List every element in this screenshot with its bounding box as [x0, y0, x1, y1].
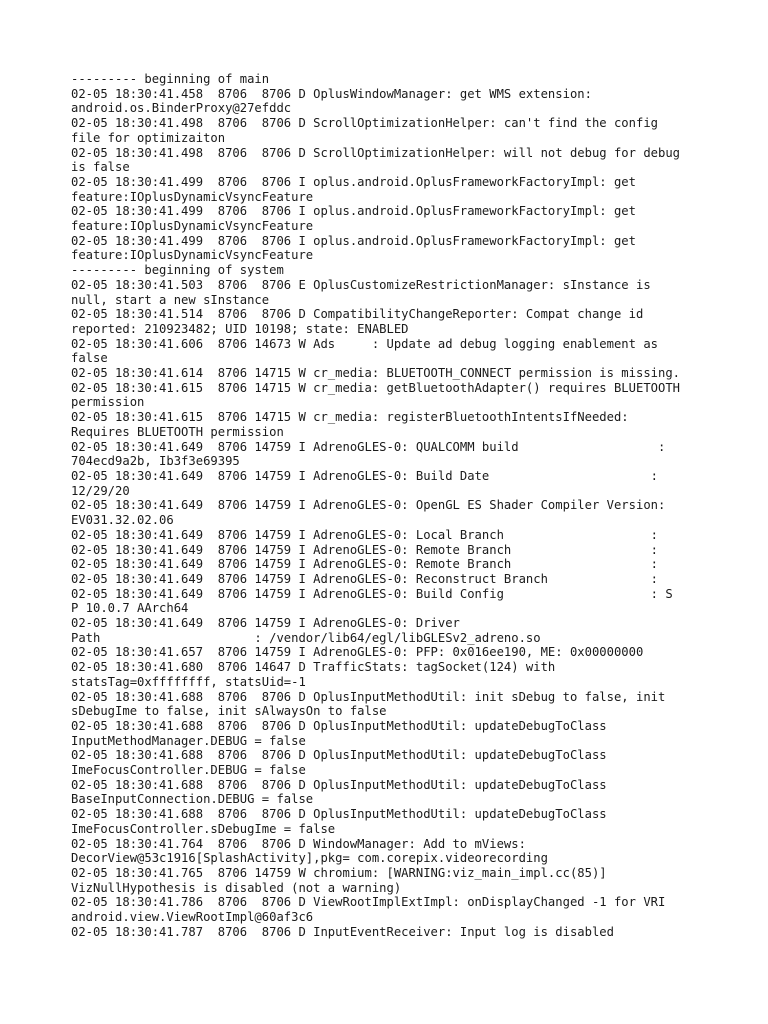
log-line: 02-05 18:30:41.498 8706 8706 D ScrollOptimizationHelper: can't find the config: [71, 116, 658, 131]
log-line: DecorView@53c1916[SplashActivity],pkg= com.corepix.videorecording: [71, 851, 548, 866]
log-line: 704ecd9a2b, Ib3f3e69395: [71, 454, 240, 469]
log-line: 02-05 18:30:41.649 8706 14759 I AdrenoGLES-0: Build Config : S: [71, 586, 673, 601]
log-line: 02-05 18:30:41.765 8706 14759 W chromium: [WARNING:viz_main_impl.cc(85)]: [71, 865, 607, 880]
log-line: 02-05 18:30:41.514 8706 8706 D CompatibilityChangeReporter: Compat change id: [71, 307, 644, 322]
log-line: VizNullHypothesis is disabled (not a warning): [71, 880, 402, 895]
log-line: 02-05 18:30:41.458 8706 8706 D OplusWindowManager: get WMS extension:: [71, 86, 592, 101]
log-line: 02-05 18:30:41.688 8706 8706 D OplusInputMethodUtil: init sDebug to false, init: [71, 689, 666, 704]
log-line: null, start a new sInstance: [71, 292, 270, 307]
log-line: 02-05 18:30:41.680 8706 14647 D TrafficStats: tagSocket(124) with: [71, 660, 556, 675]
log-line: --------- beginning of system: [71, 263, 284, 278]
log-line: 02-05 18:30:41.688 8706 8706 D OplusInputMethodUtil: updateDebugToClass: [71, 748, 607, 763]
log-line: InputMethodManager.DEBUG = false: [71, 733, 306, 748]
log-line: 12/29/20: [71, 483, 130, 498]
log-line: reported: 210923482; UID 10198; state: ENABLED: [71, 321, 409, 336]
log-line: 02-05 18:30:41.499 8706 8706 I oplus.android.OplusFrameworkFactoryImpl: get: [71, 174, 636, 189]
log-line: 02-05 18:30:41.688 8706 8706 D OplusInputMethodUtil: updateDebugToClass: [71, 807, 607, 822]
log-line: 02-05 18:30:41.649 8706 14759 I AdrenoGLES-0: Reconstruct Branch :: [71, 571, 658, 586]
log-line: android.os.BinderProxy@27efddc: [71, 101, 292, 116]
log-line: 02-05 18:30:41.649 8706 14759 I AdrenoGLES-0: Remote Branch :: [71, 542, 658, 557]
log-line: EV031.32.02.06: [71, 513, 174, 528]
log-line: 02-05 18:30:41.764 8706 8706 D WindowManager: Add to mViews:: [71, 836, 526, 851]
log-line: 02-05 18:30:41.499 8706 8706 I oplus.android.OplusFrameworkFactoryImpl: get: [71, 204, 636, 219]
log-line: 02-05 18:30:41.787 8706 8706 D InputEventReceiver: Input log is disabled: [71, 924, 614, 939]
log-document: [71, 72, 721, 939]
log-line: permission: [71, 395, 145, 410]
log-line: 02-05 18:30:41.649 8706 14759 I AdrenoGLES-0: Build Date :: [71, 468, 658, 483]
log-line: ImeFocusController.DEBUG = false: [71, 763, 306, 778]
log-line: --------- beginning of main: [71, 72, 270, 86]
log-line: file for optimizaiton: [71, 130, 226, 145]
log-line: 02-05 18:30:41.649 8706 14759 I AdrenoGLES-0: QUALCOMM build :: [71, 439, 666, 454]
log-line: 02-05 18:30:41.688 8706 8706 D OplusInputMethodUtil: updateDebugToClass: [71, 777, 607, 792]
log-line: BaseInputConnection.DEBUG = false: [71, 792, 314, 807]
log-line: sDebugIme to false, init sAlwaysOn to false: [71, 704, 387, 719]
log-line: false: [71, 351, 108, 366]
log-line: 02-05 18:30:41.688 8706 8706 D OplusInputMethodUtil: updateDebugToClass: [71, 718, 607, 733]
log-line: Requires BLUETOOTH permission: [71, 424, 284, 439]
log-line: 02-05 18:30:41.649 8706 14759 I AdrenoGLES-0: Local Branch :: [71, 527, 658, 542]
log-line: 02-05 18:30:41.614 8706 14715 W cr_media: BLUETOOTH_CONNECT permission is missing.: [71, 366, 681, 381]
log-line: feature:IOplusDynamicVsyncFeature: [71, 248, 314, 263]
log-line: 02-05 18:30:41.615 8706 14715 W cr_media: registerBluetoothIntentsIfNeeded:: [71, 410, 629, 425]
log-line: 02-05 18:30:41.649 8706 14759 I AdrenoGLES-0: Driver: [71, 616, 460, 631]
log-line: feature:IOplusDynamicVsyncFeature: [71, 189, 314, 204]
log-line: P 10.0.7 AArch64: [71, 601, 189, 616]
log-line: 02-05 18:30:41.615 8706 14715 W cr_media: getBluetoothAdapter() requires BLUETOOTH: [71, 380, 681, 395]
log-line: ImeFocusController.sDebugIme = false: [71, 821, 336, 836]
log-line: 02-05 18:30:41.649 8706 14759 I AdrenoGLES-0: Remote Branch :: [71, 557, 658, 572]
log-line: statsTag=0xffffffff, statsUid=-1: [71, 674, 306, 689]
log-line: 02-05 18:30:41.649 8706 14759 I AdrenoGLES-0: OpenGL ES Shader Compiler Version:: [71, 498, 666, 513]
log-line: android.view.ViewRootImpl@60af3c6: [71, 910, 314, 925]
log-line: 02-05 18:30:41.503 8706 8706 E OplusCustomizeRestrictionManager: sInstance is: [71, 277, 651, 292]
log-line: feature:IOplusDynamicVsyncFeature: [71, 219, 314, 234]
log-line: 02-05 18:30:41.786 8706 8706 D ViewRootImplExtImpl: onDisplayChanged -1 for VRI: [71, 895, 666, 910]
log-line: 02-05 18:30:41.499 8706 8706 I oplus.android.OplusFrameworkFactoryImpl: get: [71, 233, 636, 248]
log-line: is false: [71, 160, 130, 175]
log-line: 02-05 18:30:41.657 8706 14759 I AdrenoGLES-0: PFP: 0x016ee190, ME: 0x00000000: [71, 645, 644, 660]
log-line: 02-05 18:30:41.606 8706 14673 W Ads : Update ad debug logging enablement as: [71, 336, 658, 351]
log-line: Path : /vendor/lib64/egl/libGLESv2_adreno.so: [71, 630, 541, 645]
log-line: 02-05 18:30:41.498 8706 8706 D ScrollOptimizationHelper: will not debug for debug: [71, 145, 681, 160]
